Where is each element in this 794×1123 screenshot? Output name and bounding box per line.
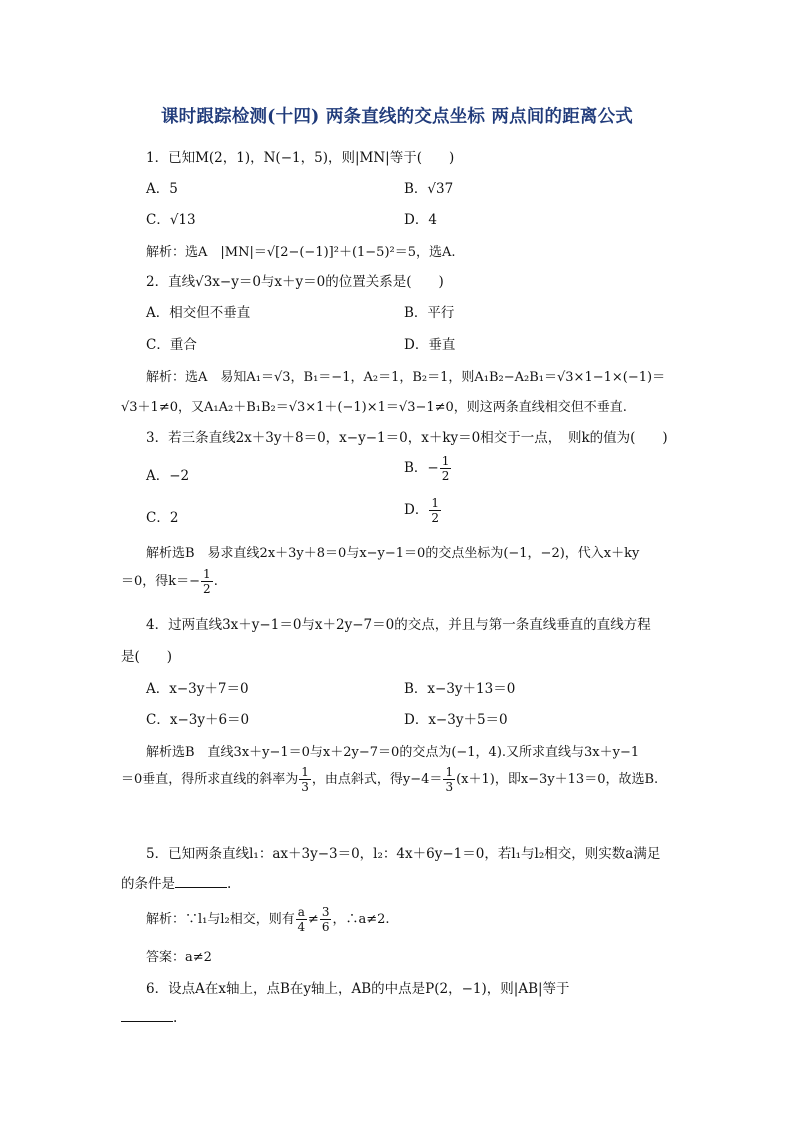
q3-solution-prefix: ＝0，得k＝− — [121, 574, 201, 589]
page-title: 课时跟踪检测(十四) 两条直线的交点坐标 两点间的距离公式 — [160, 107, 634, 127]
q4-solution-text-b: ，由点斜式，得y−4＝ — [311, 772, 443, 787]
question-6-stem: 6．设点A在x轴上，点B在y轴上，AB的中点是P(2，−1)，则|AB|等于 — [146, 981, 570, 997]
fraction-denominator: 3 — [301, 780, 309, 794]
q1-option-a: A．5 — [146, 181, 178, 197]
q4-solution-text-c: (x＋1)，即x−3y＋13＝0，故选B. — [456, 772, 659, 787]
q4-option-b: B．x−3y＋13＝0 — [404, 681, 516, 697]
q6-stem-end: . — [173, 1010, 178, 1026]
q5-solution-fraction-2 — [320, 906, 332, 933]
not-equal-sign: ≠ — [307, 912, 319, 927]
q3-option-d — [404, 497, 442, 524]
fraction-numerator: a — [297, 905, 305, 919]
q3-solution-line1: 解析选B 易求直线2x＋3y＋8＝0与x−y−1＝0的交点坐标为(−1，−2)，代入x＋ky — [146, 546, 640, 561]
q3-option-b-prefix: B．− — [404, 460, 439, 476]
q2-option-c: C．重合 — [146, 337, 197, 353]
q2-solution-line1: 解析：选A 易知A₁＝√3，B₁＝−1，A₂＝1，B₂＝1，则A₁B₂−A₂B₁＝√3×1−1×(−1)＝ — [146, 370, 666, 385]
q1-solution: 解析：选A |MN|＝√[2−(−1)]²＋(1−5)²＝5，选A. — [146, 245, 456, 260]
question-6-stem-line2 — [121, 1009, 177, 1026]
q3-option-d-prefix: D． — [404, 502, 429, 518]
q5-answer: 答案：a≠2 — [146, 950, 212, 965]
q3-solution-line2 — [121, 568, 218, 595]
fraction-numerator: 1 — [431, 496, 439, 510]
fraction-numerator: 1 — [301, 765, 309, 779]
fraction-denominator: 2 — [441, 469, 450, 483]
answer-blank[interactable] — [121, 1009, 173, 1022]
q2-option-b: B．平行 — [404, 305, 455, 321]
q5-stem-text: 的条件是 — [121, 876, 175, 892]
answer-blank[interactable] — [175, 875, 227, 888]
q3-option-b — [404, 455, 452, 482]
q3-option-b-fraction — [440, 455, 452, 482]
question-5-stem-line2 — [121, 872, 231, 892]
q4-solution-text-a: ＝0垂直，得所求直线的斜率为 — [121, 772, 299, 787]
q4-option-d: D．x−3y＋5＝0 — [404, 712, 508, 728]
q3-solution-suffix: . — [213, 574, 218, 589]
q4-solution-fraction-2 — [443, 766, 455, 793]
fraction-denominator: 4 — [297, 920, 306, 934]
q5-stem-end: . — [227, 876, 232, 892]
question-3-stem: 3．若三条直线2x＋3y＋8＝0，x−y−1＝0，x＋ky＝0相交于一点， 则k的值为( ) — [146, 430, 668, 446]
fraction-denominator: 2 — [203, 582, 211, 596]
q4-solution-line1: 解析选B 直线3x＋y−1＝0与x＋2y−7＝0的交点为(−1，4).又所求直线与3x＋y−1 — [146, 745, 640, 760]
question-1-stem: 1．已知M(2，1)，N(−1，5)，则|MN|等于( ) — [146, 150, 455, 166]
question-4-stem-line1: 4．过两直线3x＋y−1＝0与x＋2y−7＝0的交点，并且与第一条直线垂直的直线方程 — [146, 617, 651, 633]
q5-solution-text-a: 解析：∵l₁与l₂相交，则有 — [146, 912, 295, 927]
fraction-numerator: 1 — [203, 567, 211, 581]
q2-solution-line2: √3＋1≠0，又A₁A₂＋B₁B₂＝√3×1＋(−1)×1＝√3−1≠0，则这两条直线相交但不垂直. — [121, 400, 627, 415]
q5-solution — [146, 906, 390, 933]
q1-option-c: C．√13 — [146, 212, 196, 228]
fraction-numerator: 3 — [321, 905, 330, 919]
q3-option-a: A．−2 — [146, 468, 190, 484]
q2-option-d: D．垂直 — [404, 337, 456, 353]
q5-solution-fraction-1 — [296, 906, 307, 933]
q4-solution-fraction-1 — [299, 766, 311, 793]
fraction-denominator: 6 — [321, 920, 330, 934]
q1-option-d: D．4 — [404, 212, 437, 228]
q3-option-c: C．2 — [146, 510, 179, 526]
q3-solution-fraction — [201, 568, 213, 595]
q5-solution-text-b: ，∴a≠2. — [332, 912, 390, 927]
question-4-stem-line2: 是( ) — [121, 649, 173, 665]
q3-option-d-fraction — [429, 497, 441, 524]
q1-option-b: B．√37 — [404, 181, 454, 197]
q4-option-c: C．x−3y＋6＝0 — [146, 712, 250, 728]
q4-solution-line2 — [121, 766, 658, 793]
question-5-stem-line1: 5．已知两条直线l₁：ax＋3y−3＝0，l₂：4x＋6y−1＝0，若l₁与l₂相交，则实数a满足 — [146, 846, 661, 862]
question-2-stem: 2．直线√3x−y＝0与x＋y＝0的位置关系是( ) — [146, 274, 444, 290]
fraction-numerator: 1 — [445, 765, 454, 779]
fraction-numerator: 1 — [441, 454, 450, 468]
fraction-denominator: 2 — [431, 511, 439, 525]
q4-option-a: A．x−3y＋7＝0 — [146, 681, 249, 697]
fraction-denominator: 3 — [445, 780, 454, 794]
q2-option-a: A．相交但不垂直 — [146, 305, 251, 321]
